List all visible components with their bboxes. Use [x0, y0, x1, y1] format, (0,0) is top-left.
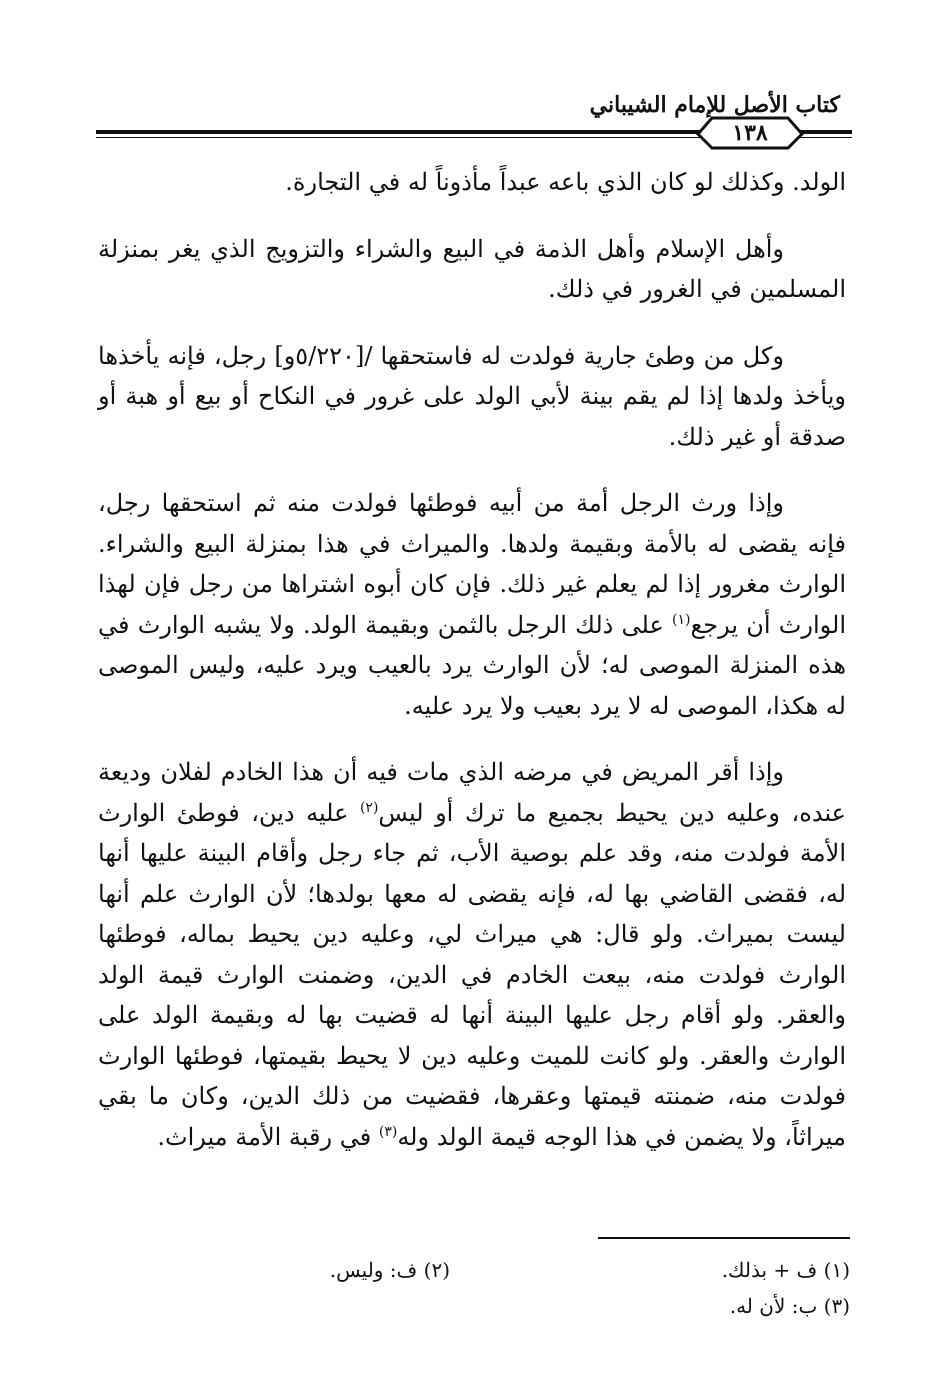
- paragraph-2: [98, 229, 846, 310]
- page-number-badge: [696, 114, 804, 150]
- footnote-row-1: [98, 1252, 850, 1288]
- footnote-3: (٣) ب: لأن له.: [729, 1294, 850, 1318]
- paragraph-5-text-b: عليه دين، فوطئ الوارث الأمة فولدت منه، وقد علم بوصية الأب، ثم جاء رجل وأقام البينة عليها أنها له، فقضى القاضي بها له، فإنه يقضى له معها بولدها؛ لأن الوارث علم أنها ليست بميراث. ولو قال: هي ميراث لي، وعليه دين يحيط بماله، فوطئها الوارث فولدت منه، بيعت الخادم في الدين، وضمنت الوارث قيمة الولد والعقر. ولو أقام رجل عليها البينة أنها له قضيت بها له وبقيمة الولد على الوارث والعقر. ولو كانت للميت وعليه دين لا يحيط بقيمتها، فوطئها الوارث فولدت منه، ضمنته قيمتها وعقرها، فقضيت من ذلك الدين، وكان ما بقي ميراثاً، ولا يضمن في هذا الوجه قيمة الولد وله: [98, 798, 847, 1151]
- footnote-separator: [598, 1237, 850, 1239]
- footnote-ref-1: (١): [672, 611, 691, 628]
- footnotes: [98, 1252, 850, 1324]
- paragraph-2-text: وأهل الإسلام وأهل الذمة في البيع والشراء والتزويج الذي يغر بمنزلة المسلمين في الغرور في ذلك.: [98, 234, 846, 303]
- paragraph-3-text: وكل من وطئ جارية فولدت له فاستحقها /[٥/٢٢٠و] رجل، فإنه يأخذها ويأخذ ولدها إذا لم يقم بينة لأبي الولد على غرور في النكاح أو بيع أو هبة أو صدقة أو غير ذلك.: [98, 341, 846, 451]
- page-number: ١٣٨: [732, 120, 768, 146]
- footnote-ref-3: (٣): [378, 1123, 398, 1140]
- paragraph-4-text-a: وإذا ورث الرجل أمة من أبيه فوطئها فولدت منه ثم استحقها رجل، فإنه يقضى له بالأمة وبقيمة ولدها. والميراث في هذا بمنزلة البيع والشراء. الوارث مغرور إذا لم يعلم غير ذلك. فإن كان أبوه اشتراها من رجل فإن لهذا الوارث أن يرجع: [98, 489, 846, 639]
- paragraph-3: [98, 336, 846, 458]
- paragraph-1-text: الولد. وكذلك لو كان الذي باعه عبداً مأذوناً له في التجارة.: [285, 168, 846, 196]
- paragraph-5-text-a: وإذا أقر المريض في مرضه الذي مات فيه أن هذا الخادم لفلان وديعة عنده، وعليه دين يحيط بجميع ما ترك أو ليس: [98, 758, 847, 827]
- footnote-ref-2: (٢): [359, 799, 379, 816]
- main-text: [98, 162, 846, 1183]
- footnote-2: (٢) ف: وليس.: [329, 1258, 450, 1282]
- paragraph-5: [98, 752, 846, 1157]
- paragraph-5-text-c: في رقبة الأمة ميراث.: [157, 1122, 379, 1151]
- paragraph-1: [98, 162, 846, 203]
- footnote-row-2: [98, 1288, 850, 1324]
- paragraph-4: [98, 483, 846, 726]
- paragraph-4-text-b: على ذلك الرجل بالثمن وبقيمة الولد. ولا يشبه الوارث في هذه المنزلة الموصى له؛ لأن الوارث يرد بالعيب ويرد عليه، وليس الموصى له هكذا، الموصى له لا يرد بعيب ولا يرد عليه.: [98, 610, 846, 720]
- book-title: كتاب الأصل للإمام الشيباني: [589, 92, 840, 118]
- footnote-1: (١) ف + بذلك.: [721, 1258, 850, 1282]
- running-header: [96, 78, 852, 148]
